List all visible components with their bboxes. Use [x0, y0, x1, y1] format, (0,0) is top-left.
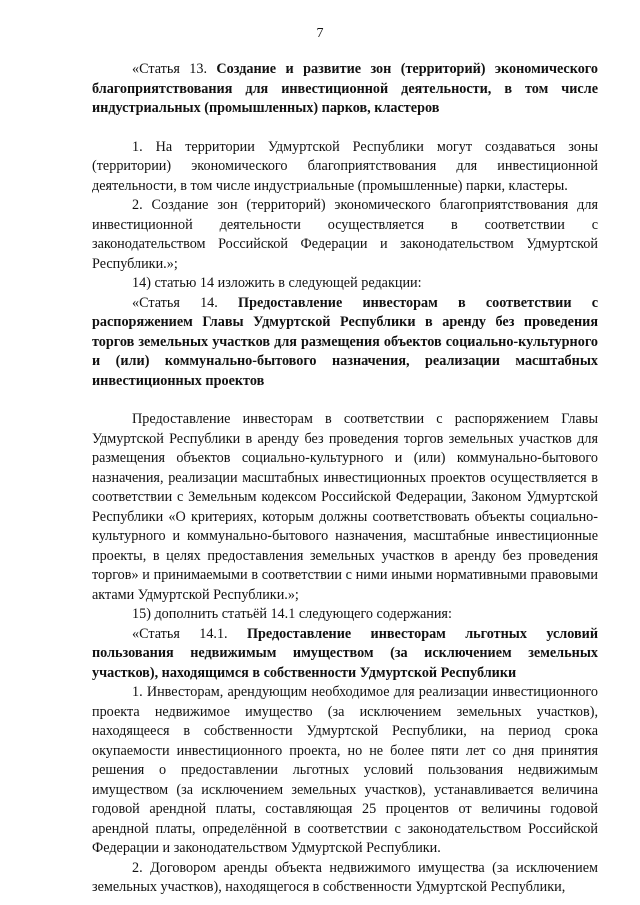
article-13-label: «Статья 13. — [132, 61, 217, 77]
article-13-paragraph-1: 1. На территории Удмуртской Республики могут создаваться зоны (территории) экономического благоприятствования для инвестиционной деятельности, в том числе индустриальные (промышленные) парки, кластеры. — [92, 138, 598, 194]
article-14-title: Предоставление инвесторам в соответствии с распоряжением Главы Удмуртской Республики в аренду без проведения торгов земельных участков для размещения объектов социально-культурного и (или) коммунально-бытового назначения, реализации масштабных инвестиционных проектов — [92, 294, 598, 389]
amendment-item-14: 14) статью 14 изложить в следующей редакции: — [132, 275, 422, 291]
page-number: 7 — [316, 26, 324, 41]
article-14-label: «Статья 14. — [132, 294, 239, 311]
document-body — [92, 60, 598, 898]
amendment-item-15: 15) дополнить статьёй 14.1 следующего содержания: — [132, 606, 452, 622]
article-13-heading — [92, 60, 598, 119]
article-14-1-heading — [92, 625, 598, 684]
article-14-1-title: Предоставление инвесторам льготных условий пользования недвижимым имуществом (за исключением земельных участков), находящимся в собственности Удмуртской Республики — [92, 625, 598, 681]
article-14-1-paragraph-2: 2. Договором аренды объекта недвижимого имущества (за исключением земельных участков), находящегося в собственности Удмуртской Республики, — [92, 859, 598, 895]
article-13-paragraph-2: 2. Создание зон (территорий) экономического благоприятствования для инвестиционной деятельности осуществляется в соответствии с законодательством Российской Федерации и законодательством Удмуртской Республики.»; — [92, 197, 598, 272]
article-14-1-paragraph-1: 1. Инвесторам, арендующим необходимое для реализации инвестиционного проекта недвижимое имущество (за исключением земельных участков), находящееся в собственности Удмуртской Республики, на период срока окупаемости инвестиционного проекта, но не более пяти лет со дня принятия решения о предоставлении льготных условий пользования недвижимым имуществом (за исключением земельных участков), устанавливается величина годовой арендной платы, составляющая 25 процентов от величины годовой арендной платы, определённой в соответствии с законодательством Российской Федерации и законодательством Удмуртской Республики. — [92, 684, 598, 856]
article-13-title: Создание и развитие зон (территорий) экономического благоприятствования для инвестиционной деятельности, в том числе индустриальных (промышленных) парков, кластеров — [92, 61, 598, 116]
article-14-paragraph-1: Предоставление инвесторам в соответствии с распоряжением Главы Удмуртской Республики в аренду без проведения торгов земельных участков для размещения объектов социально-культурного и (или) коммунально-бытового назначения, реализации масштабных инвестиционных проектов осуществляется в соответствии с Земельным кодексом Российской Федерации, Законом Удмуртской Республики «О критериях, которым должны соответствовать объекты социально-культурного и коммунально-бытового назначения, масштабные инвестиционные проекты, в целях предоставления земельных участков в аренду без проведения торгов» и принимаемыми в соответствии с ними иными нормативными правовыми актами Удмуртской Республики.»; — [92, 411, 598, 603]
article-14-1-label: «Статья 14.1. — [132, 625, 247, 642]
article-14-heading — [92, 294, 598, 392]
